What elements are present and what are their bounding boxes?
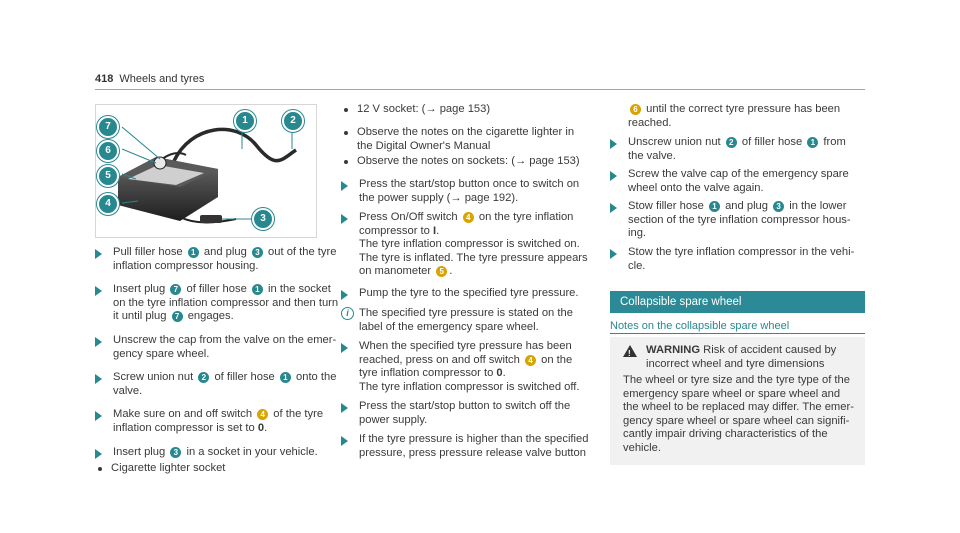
step-stow-compressor: Stow the tyre inflation compressor in the vehi- cle. [610,246,883,273]
arrow-step-icon [95,449,102,459]
arrow-step-icon [610,203,617,213]
arrow-step-icon [95,411,102,421]
callout-7: 7 [97,116,119,138]
section-title-bar: Collapsible spare wheel [610,291,865,313]
arrow-step-icon [610,171,617,181]
bullet-observe-sockets: Observe the notes on sockets: (→ page 153) [341,155,612,169]
step-release-pressure: If the tyre pressure is higher than the specified pressure, press pressure release valve button [341,433,614,460]
callout-6: 6 [97,140,119,162]
arrow-step-icon [341,403,348,413]
warning-title: WARNING Risk of accident caused by incorrect wheel and tyre dimensions [646,344,837,370]
warning-box [610,337,865,465]
arrow-step-icon [341,214,348,224]
step-screw-union-nut: Screw union nut 2 of filler hose 1 onto the valve. [95,371,343,398]
step-power-on: Press the start/stop button once to switch on the power supply (→ page 192). [341,178,614,205]
chapter-title: Wheels and tyres [119,73,205,85]
step-pump-tyre: Pump the tyre to the specified tyre pressure. [341,287,614,301]
arrow-step-icon [341,290,348,300]
callout-1: 1 [234,110,256,132]
bullet-dot-icon [344,160,348,164]
bullet-observe-lighter: Observe the notes on the cigarette lighter in the Digital Owner's Manual [341,126,612,153]
bullet-dot-icon [98,467,102,471]
step-unscrew-cap: Unscrew the cap from the valve on the emer- gency spare wheel. [95,334,343,361]
step-stow-hose: Stow filler hose 1 and plug 3 in the lower section of the tyre inflation compressor hous- ing. [610,200,883,241]
step-screw-valve-cap: Screw the valve cap of the emergency spare wheel onto the valve again. [610,168,883,195]
callout-5: 5 [97,165,119,187]
callout-2: 2 [282,110,304,132]
subsection-rule [610,333,865,334]
arrow-step-icon [95,286,102,296]
page-number: 418 [95,73,114,85]
step-pull-filler-hose: Pull filler hose 1 and plug 3 out of the tyre inflation compressor housing. [95,246,343,273]
warning-body: The wheel or tyre size and the tyre type of the emergency spare wheel or spare wheel and the wheel to be replaced may differ. The emer- gency spare wheel or spare wheel can signifi- cantly impair driving characteristics of the vehicle. [623,374,854,454]
arrow-step-icon [95,249,102,259]
subsection-title: Notes on the collapsible spare wheel [610,320,790,332]
bullet-dot-icon [344,108,348,112]
arrow-step-icon [341,436,348,446]
arrow-step-icon [95,374,102,384]
arrow-step-icon [95,337,102,347]
step-switch-on-compressor: Press On/Off switch 4 on the tyre inflation compressor to I. The tyre inflation compressor is switched on. The tyre is inflated. The tyre pressure appears on manometer 5 . [341,211,614,279]
step-continued-release: 6 until the correct tyre pressure has been reached. [628,103,841,129]
info-icon: i [341,307,354,320]
bullet-dot-icon [344,131,348,135]
step-power-off: Press the start/stop button to switch off the power supply. [341,400,614,427]
callout-3: 3 [252,208,274,230]
bullet-cigarette-lighter: Cigarette lighter socket [95,462,341,476]
header-rule [95,89,865,90]
step-insert-plug-socket: Insert plug 3 in a socket in your vehicle. [95,446,343,460]
callout-4: 4 [97,193,119,215]
note-tyre-pressure-label: i The specified tyre pressure is stated on the label of the emergency spare wheel. [341,307,614,334]
step-insert-plug: Insert plug 7 of filler hose 1 in the socket on the tyre inflation compressor and then turn it until plug 7 engages. [95,283,343,324]
arrow-step-icon [610,249,617,259]
warning-triangle-icon: ! [623,345,637,357]
bullet-12v-socket: 12 V socket: (→ page 153) [341,103,612,117]
compressor-illustration [95,104,317,238]
step-check-switch: Make sure on and off switch 4 of the tyre inflation compressor is set to 0. [95,408,343,435]
arrow-step-icon [341,343,348,353]
header-text [95,73,204,87]
step-unscrew-union-nut: Unscrew union nut 2 of filler hose 1 from the valve. [610,136,883,163]
step-switch-off-compressor: When the specified tyre pressure has been reached, press on and off switch 4 on the tyre inflation compressor to 0. The tyre inflation compressor is switched off. [341,340,614,394]
arrow-step-icon [341,181,348,191]
arrow-step-icon [610,139,617,149]
